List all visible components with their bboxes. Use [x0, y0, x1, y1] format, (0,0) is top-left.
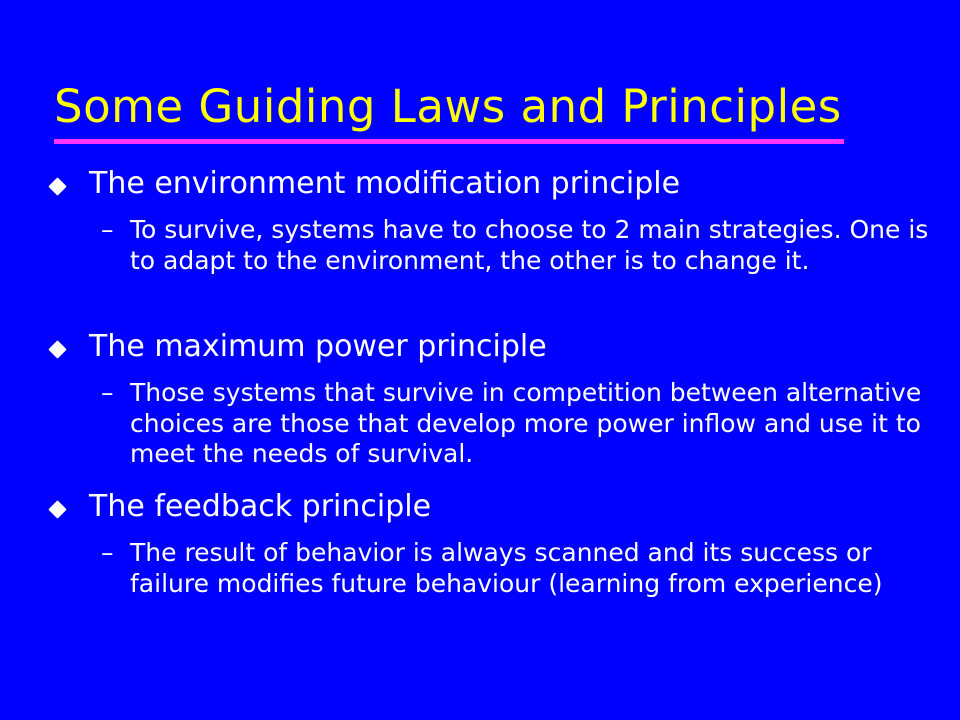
- sub-bullet-dash: –: [101, 538, 114, 567]
- diamond-bullet-icon: [48, 500, 66, 518]
- diamond-bullet-icon: [48, 340, 66, 358]
- bullet-sub-text: To survive, systems have to choose to 2 main strategies. One is to adapt to the environment, the other is to change it.: [130, 215, 929, 275]
- diamond-bullet-icon: [48, 177, 66, 195]
- slide-title: Some Guiding Laws and Principles: [54, 80, 842, 133]
- bullet-sub-text: The result of behavior is always scanned and its success or failure modifies future behaviour (learning from experience): [130, 538, 883, 598]
- sub-bullet-dash: –: [101, 215, 114, 244]
- bullet-main-text: The environment modification principle: [89, 166, 681, 201]
- bullet-main-text: The maximum power principle: [89, 329, 547, 364]
- sub-bullet-dash: –: [101, 378, 114, 407]
- bullet-sub-text: Those systems that survive in competition between alternative choices are those that develop more power inflow and use it to meet the needs of survival.: [130, 378, 922, 468]
- bullet-main-text: The feedback principle: [89, 489, 432, 524]
